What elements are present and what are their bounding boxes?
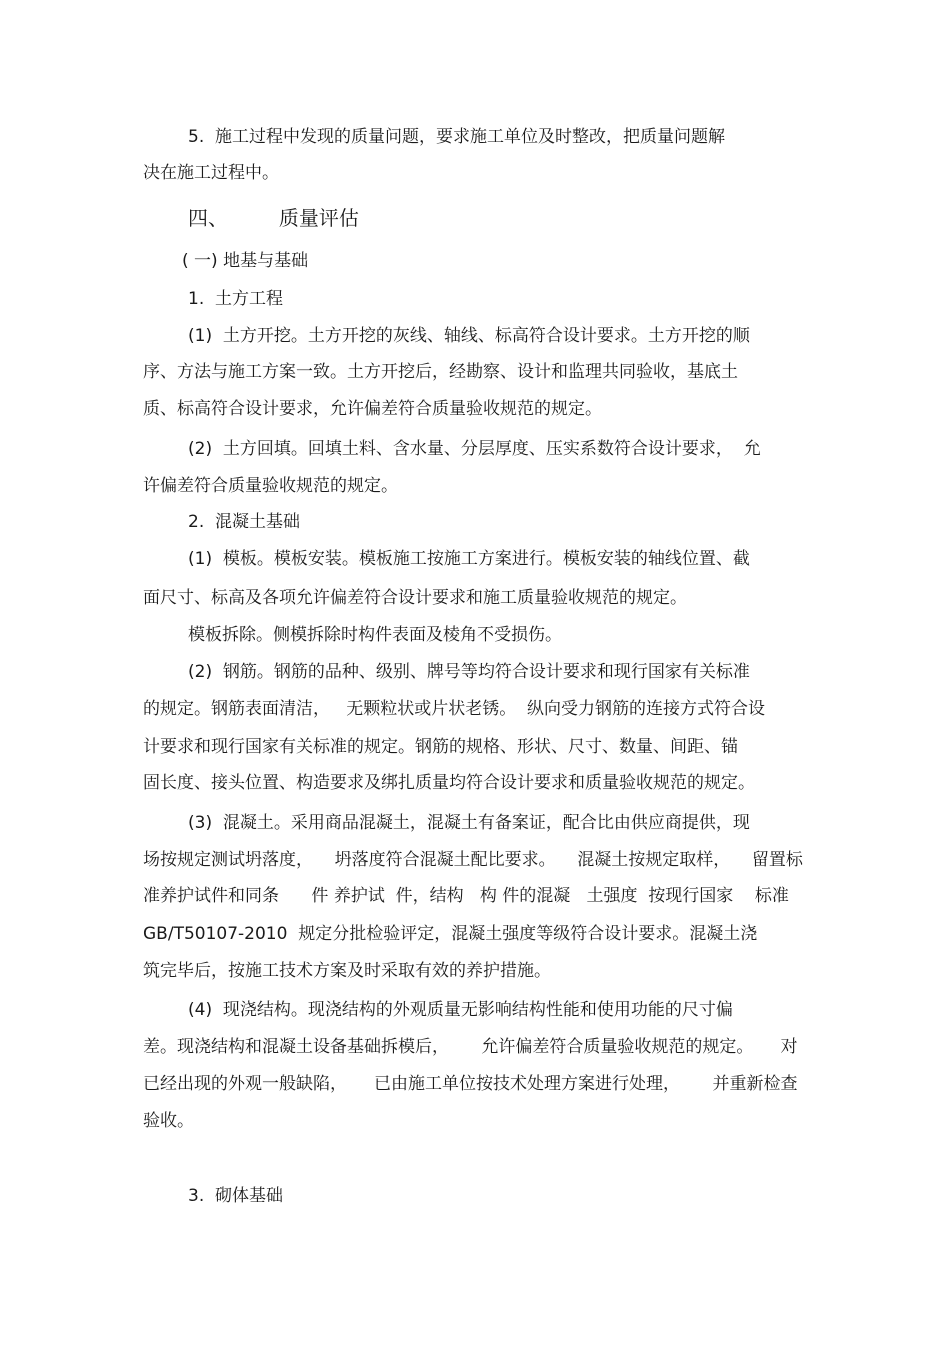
item-heading: 1. 土方工程 [188, 289, 284, 309]
paragraph-line: 已经出现的外观一般缺陷， 已由施工单位按技术处理方案进行处理， 并重新检查 [143, 1074, 798, 1094]
paragraph-line: 准养护试件和同条 件 养护试 件，结构 构 件的混凝 土强度 按现行国家 标准 [143, 886, 789, 906]
paragraph-line: (3) 混凝土。采用商品混凝土，混凝土有备案证，配合比由供应商提供，现 [188, 813, 750, 833]
item-heading: 2. 混凝土基础 [188, 512, 301, 532]
paragraph-line: (4) 现浇结构。现浇结构的外观质量无影响结构性能和使用功能的尺寸偏 [188, 1000, 733, 1020]
paragraph-line: 5. 施工过程中发现的质量问题，要求施工单位及时整改，把质量问题解 [188, 127, 726, 147]
paragraph-line: 筑完毕后，按施工技术方案及时采取有效的养护措施。 [143, 961, 551, 981]
paragraph-line: (2) 土方回填。回填土料、含水量、分层厚度、压实系数符合设计要求， 允 [188, 439, 761, 459]
paragraph-line: 序、方法与施工方案一致。土方开挖后，经勘察、设计和监理共同验收，基底土 [143, 362, 738, 382]
paragraph-line: 验收。 [143, 1111, 194, 1131]
paragraph-line: 计要求和现行国家有关标准的规定。钢筋的规格、形状、尺寸、数量、间距、锚 [143, 737, 738, 757]
paragraph-line: GB/T50107-2010 规定分批检验评定，混凝土强度等级符合设计要求。混凝土浇 [143, 924, 758, 944]
paragraph-line: 场按规定测试坍落度， 坍落度符合混凝土配比要求。 混凝土按规定取样， 留置标 [143, 850, 803, 870]
paragraph-line: (1) 模板。模板安装。模板施工按施工方案进行。模板安装的轴线位置、截 [188, 549, 750, 569]
paragraph-line: 质、标高符合设计要求，允许偏差符合质量验收规范的规定。 [143, 399, 602, 419]
paragraph-line: 的规定。钢筋表面清洁， 无颗粒状或片状老锈。 纵向受力钢筋的连接方式符合设 [143, 699, 766, 719]
paragraph-line: 许偏差符合质量验收规范的规定。 [143, 476, 398, 496]
paragraph-line: (2) 钢筋。钢筋的品种、级别、牌号等均符合设计要求和现行国家有关标准 [188, 662, 750, 682]
paragraph-line: 固长度、接头位置、构造要求及绑扎质量均符合设计要求和质量验收规范的规定。 [143, 773, 755, 793]
section-heading: 四、 质量评估 [188, 206, 359, 230]
paragraph-line: 模板拆除。侧模拆除时构件表面及棱角不受损伤。 [188, 625, 562, 645]
paragraph-line: 差。现浇结构和混凝土设备基础拆模后， 允许偏差符合质量验收规范的规定。 对 [143, 1037, 798, 1057]
item-heading: 3. 砌体基础 [188, 1186, 284, 1206]
paragraph-line: 决在施工过程中。 [143, 163, 279, 183]
paragraph-line: (1) 土方开挖。土方开挖的灰线、轴线、标高符合设计要求。土方开挖的顺 [188, 326, 750, 346]
paragraph-line: 面尺寸、标高及各项允许偏差符合设计要求和施工质量验收规范的规定。 [143, 588, 687, 608]
subsection-heading: ( 一) 地基与基础 [182, 251, 309, 271]
